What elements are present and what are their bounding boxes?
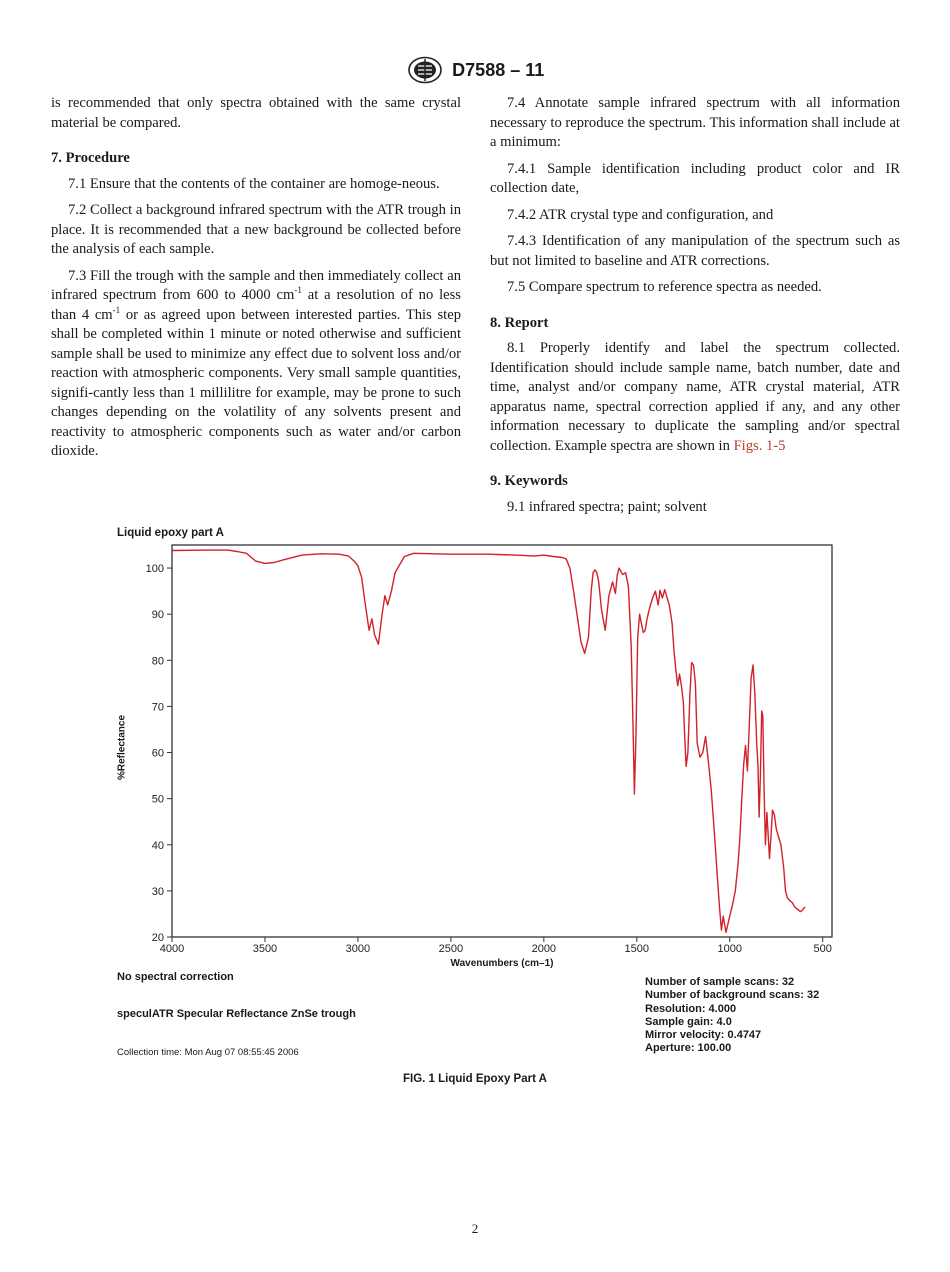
x-tick-label: 2000 <box>531 943 557 955</box>
standard-designation: D7588 – 11 <box>452 59 545 80</box>
y-tick-label: 90 <box>151 609 164 622</box>
paragraph-7-4-2: 7.4.2 ATR crystal type and configuration, and <box>507 206 774 223</box>
x-tick-label: 500 <box>813 943 832 955</box>
param-sample-scans: Number of sample scans: 32 <box>645 976 795 988</box>
param-sample-gain: Sample gain: 4.0 <box>645 1015 732 1028</box>
y-tick-label: 20 <box>151 932 164 944</box>
section-7-heading: 7. Procedure <box>51 150 130 166</box>
paragraph-7-3-part-c: or as agreed upon between interested parties. This step shall be completed within 1 minute or noted otherwise and sufficient sample shall be used to minimize any effect due to solvent loss and/or reaction with atmospheric components. Very small sample quantities, signifi-cantly less than 1 millilitre for example, may be prone to such changes depending on the volatility of any solvents present and reactivity to atmospheric components such as water and/or carbon dioxide. <box>51 306 461 459</box>
y-tick-label: 40 <box>151 839 164 852</box>
left-column <box>51 94 461 469</box>
x-tick-label: 4000 <box>159 943 185 955</box>
x-axis-title: Wavenumbers (cm–1) <box>450 958 554 969</box>
y-tick-label: 50 <box>151 793 164 806</box>
page-number: 2 <box>471 1221 479 1236</box>
superscript-2: -1 <box>112 304 121 315</box>
y-tick-label: 100 <box>145 563 164 576</box>
accessory-note: speculATR Specular Reflectance ZnSe trough <box>117 1008 356 1020</box>
x-tick-label: 1000 <box>717 943 742 955</box>
collection-time: Collection time: Mon Aug 07 08:55:45 2006 <box>117 1047 299 1058</box>
y-axis-ticks <box>146 563 172 944</box>
astm-logo-icon <box>406 56 444 84</box>
section-9-heading: 9. Keywords <box>490 473 568 489</box>
x-tick-label: 2500 <box>438 943 464 955</box>
acquisition-parameters <box>645 976 819 1056</box>
paragraph-8-1-text: 8.1 Properly identify and label the spectrum collected. Identification should include sample name, batch number, date and time, analyst and/or company name, ATR crystal material, ATR apparatus name, spectral correction applied if any, and any other information necessary to duplicate the sampling and/or spectral collection. Example spectra are shown in <box>490 340 900 454</box>
paragraph-7-4: 7.4 Annotate sample infrared spectrum with all information necessary to reproduce the spectrum. This information shall include at a minimum: <box>490 95 900 150</box>
x-tick-label: 3500 <box>252 943 278 955</box>
paragraph-7-2: 7.2 Collect a background infrared spectrum with the ATR trough in place. It is recommended that a new background be collected before the analysis of each sample. <box>51 202 461 257</box>
x-tick-label: 1500 <box>624 943 650 955</box>
section-8-heading: 8. Report <box>490 314 549 331</box>
paragraph-7-4-1: 7.4.1 Sample identification including product color and IR collection date, <box>490 160 900 196</box>
y-tick-label: 60 <box>151 747 164 760</box>
figures-link[interactable]: Figs. 1-5 <box>733 437 786 454</box>
param-aperture: Aperture: 100.00 <box>645 1042 732 1055</box>
spectrum-line <box>172 550 805 932</box>
x-tick-label: 3000 <box>345 943 371 955</box>
superscript-1: -1 <box>294 285 302 296</box>
paragraph-7-4-3: 7.4.3 Identification of any manipulation of the spectrum such as but not limited to baseline and ATR corrections. <box>490 233 900 269</box>
chart-title: Liquid epoxy part A <box>117 527 224 539</box>
paragraph-7-3-part-a: 7.3 Fill the trough with the sample and then immediately collect an infrared spectrum from 600 to 4000 cm <box>51 267 461 303</box>
param-resolution: Resolution: 4.000 <box>645 1002 737 1015</box>
y-tick-label: 30 <box>151 885 164 898</box>
right-column <box>490 94 900 524</box>
paragraph-8-1 <box>490 339 900 456</box>
page-header <box>0 56 950 84</box>
paragraph-7-5: 7.5 Compare spectrum to reference spectra as needed. <box>507 279 822 295</box>
y-tick-label: 70 <box>151 701 164 714</box>
y-tick-label: 80 <box>151 655 164 668</box>
param-mirror-velocity: Mirror velocity: 0.4747 <box>645 1029 762 1042</box>
paragraph-7-3 <box>51 267 461 462</box>
paragraph-9-1: 9.1 infrared spectra; paint; solvent <box>507 498 707 515</box>
intro-paragraph: is recommended that only spectra obtained with the same crystal material be compared. <box>51 95 461 131</box>
x-axis-ticks <box>160 937 832 955</box>
spectral-correction-note: No spectral correction <box>117 971 234 983</box>
paragraph-7-1: 7.1 Ensure that the contents of the container are homoge-neous. <box>68 175 440 192</box>
plot-frame <box>172 545 832 937</box>
figure-caption: FIG. 1 Liquid Epoxy Part A <box>403 1073 547 1085</box>
paragraph-7-3-part-b: at a resolution of no less than 4 cm <box>51 287 461 323</box>
y-axis-title: %Reflectance <box>116 714 128 781</box>
param-background-scans: Number of background scans: 32 <box>645 989 820 1002</box>
